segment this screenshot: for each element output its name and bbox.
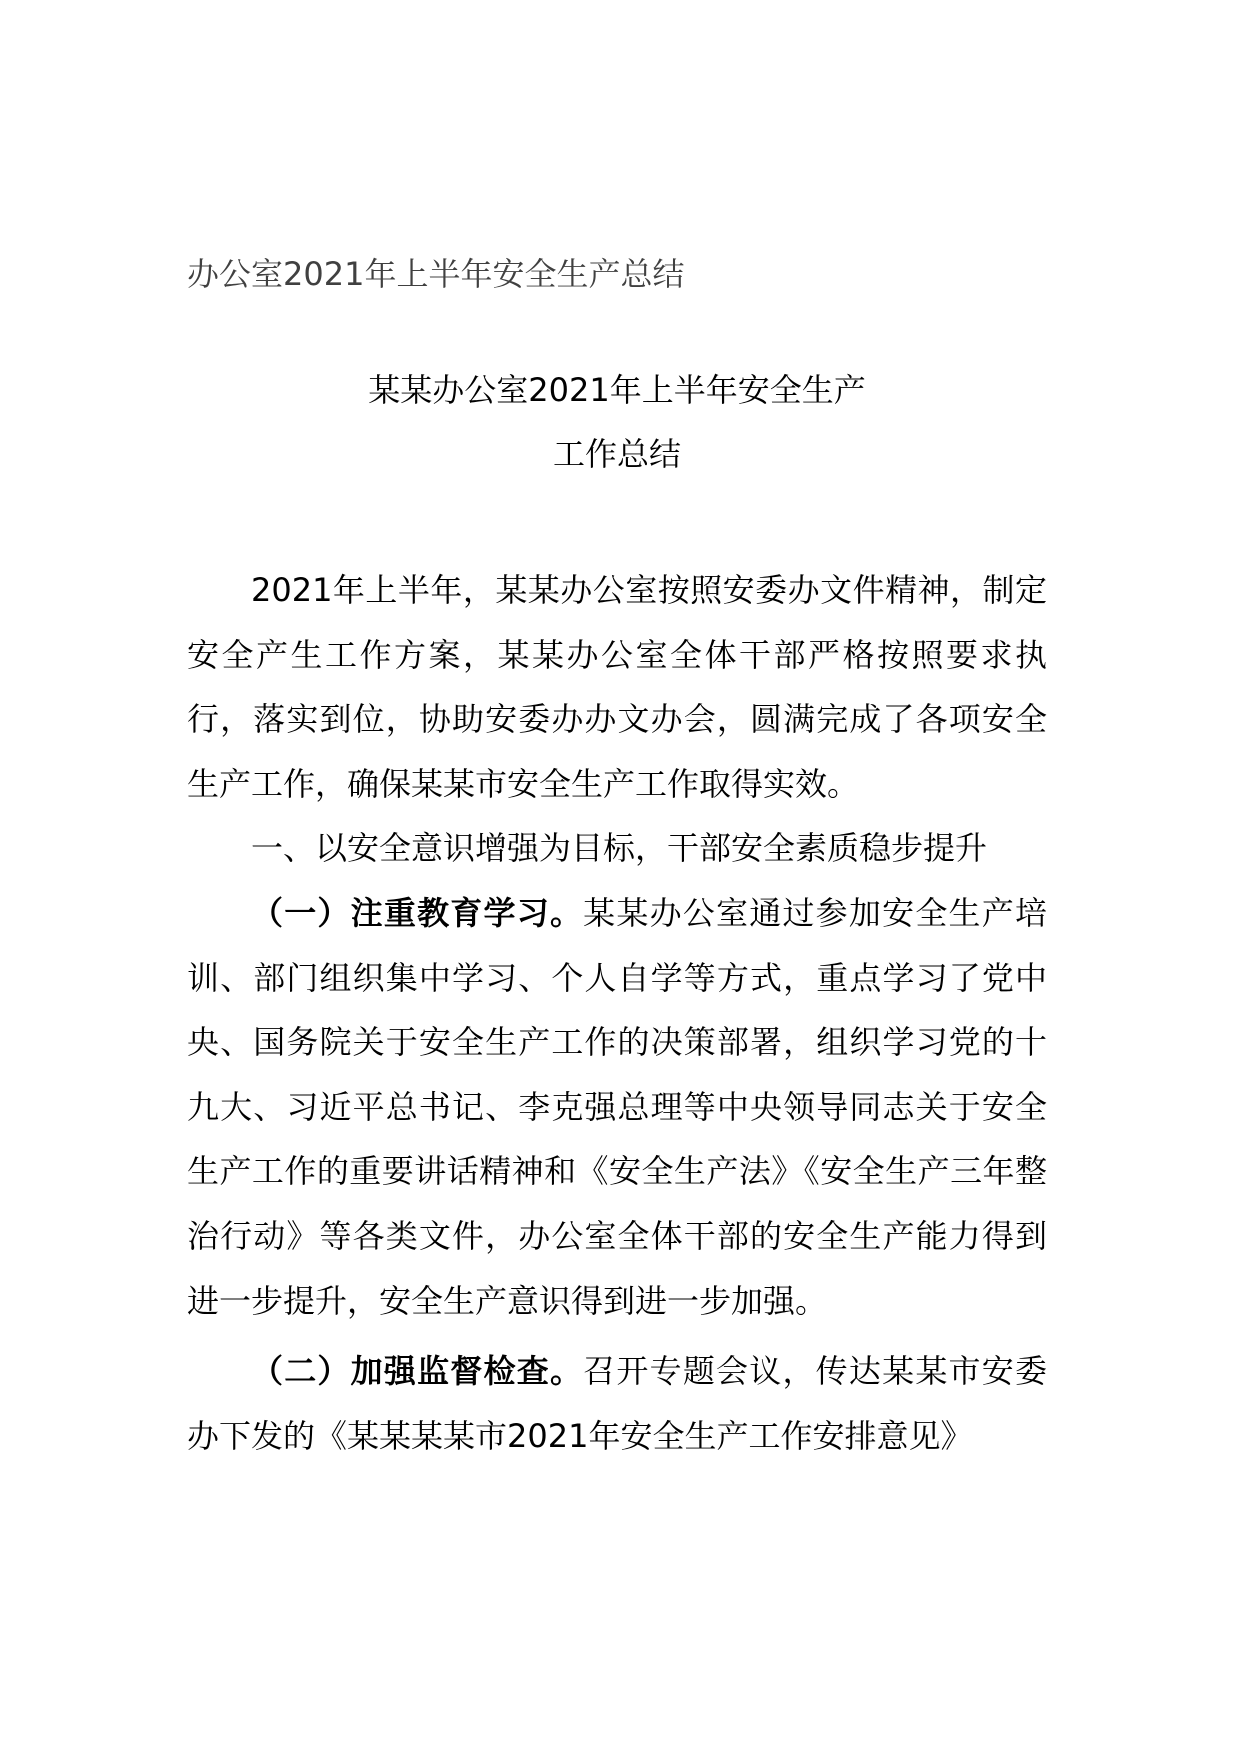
main-title-line-2: 工作总结 <box>552 435 681 473</box>
section-heading-1: 一、以安全意识增强为目标，干部安全素质稳步提升 <box>251 829 988 868</box>
subsection-1-paragraph <box>187 881 1047 1333</box>
subsection-1-body: 某某办公室通过参加安全生产培训、部门组织集中学习、个人自学等方式，重点学习了党中央、国务院关于安全生产工作的决策部署，组织学习党的十九大、习近平总书记、李克强总理等中央领导同志关于安全生产工作的重要讲话精神和《安全生产法》《安全生产三年整治行动》等各类文件，办公室全体干部的安全生产能力得到进一步提升，安全生产意识得到进一步加强。 <box>187 893 1047 1320</box>
document-file-title: 办公室2021年上半年安全生产总结 <box>187 255 685 293</box>
main-title <box>187 358 1047 486</box>
main-title-line-1: 某某办公室2021年上半年安全生产 <box>368 371 866 409</box>
subsection-2-title: （二）加强监督检查。 <box>251 1352 584 1391</box>
subsection-2-paragraph <box>187 1339 1047 1468</box>
document-body <box>187 558 1047 1468</box>
intro-paragraph: 2021年上半年，某某办公室按照安委办文件精神，制定安全产生工作方案，某某办公室全体干部严格按照要求执行，落实到位，协助安委办办文办会，圆满完成了各项安全生产工作，确保某某市安全生产工作取得实效。 <box>187 571 1047 803</box>
subsection-1-title: （一）注重教育学习。 <box>251 893 584 932</box>
subsection-2-body: 召开专题会议，传达某某市安委办下发的《某某某某市2021年安全生产工作安排意见》 <box>187 1352 1047 1455</box>
